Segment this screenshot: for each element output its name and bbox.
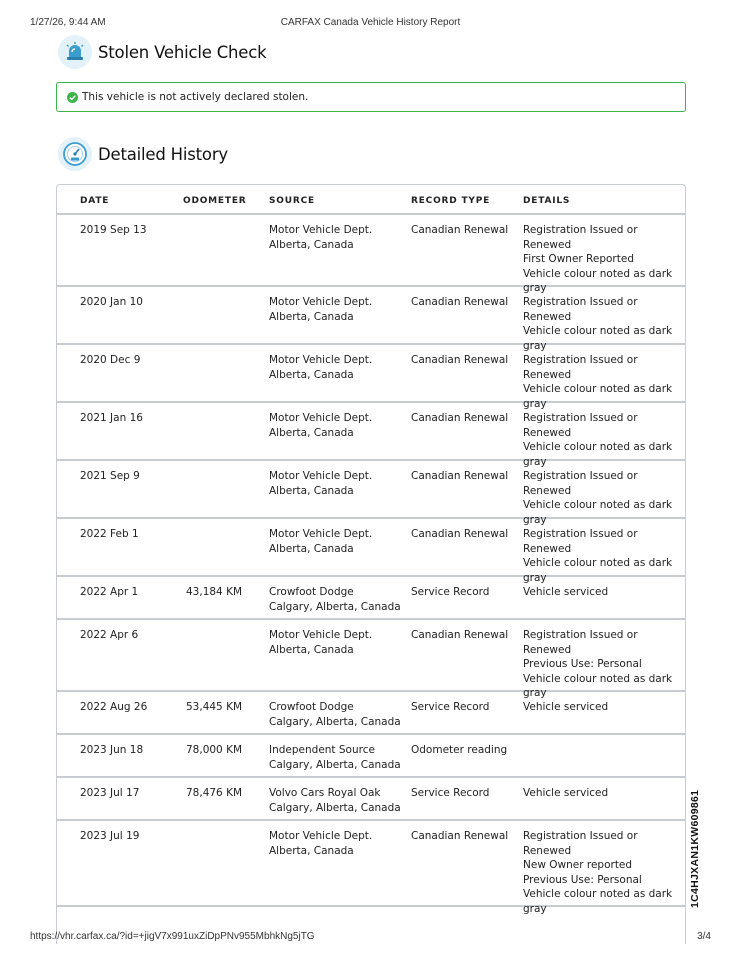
row-date: 2020 Jan 10	[80, 296, 143, 308]
row-source-line: Alberta, Canada	[269, 310, 354, 323]
row-details-line: Vehicle serviced	[523, 586, 609, 598]
row-date: 2023 Jun 18	[80, 744, 144, 756]
row-details-line: Registration Issued or Renewed	[523, 412, 638, 439]
row-details-line: gray	[523, 455, 547, 468]
column-header-date: DATE	[80, 196, 110, 206]
history-row	[57, 519, 685, 584]
history-table-header	[57, 185, 685, 215]
row-source	[269, 353, 372, 382]
history-row	[57, 778, 685, 821]
row-details-line: gray	[523, 339, 547, 352]
row-details-line: Registration Issued or Renewed	[523, 354, 638, 381]
row-odometer: 53,445 KM	[186, 701, 243, 713]
row-date: 2022 Apr 1	[80, 586, 139, 598]
row-source-line: Alberta, Canada	[269, 484, 354, 497]
row-source-line: Alberta, Canada	[269, 643, 354, 656]
row-source-line: Independent Source	[269, 744, 375, 756]
row-source-line: Motor Vehicle Dept.	[269, 830, 373, 842]
stolen-status-message: This vehicle is not actively declared stolen.	[82, 91, 309, 103]
column-header-details: DETAILS	[523, 196, 571, 206]
row-source-line: Alberta, Canada	[269, 542, 354, 555]
row-source	[269, 469, 372, 498]
row-details-line: Vehicle colour noted as dark	[523, 888, 673, 901]
history-row	[57, 692, 685, 735]
row-source-line: Crowfoot Dodge	[269, 586, 354, 598]
row-source	[269, 628, 372, 657]
row-source-line: Volvo Cars Royal Oak	[269, 787, 381, 799]
row-details-line: gray	[523, 513, 547, 526]
row-source-line: Alberta, Canada	[269, 368, 354, 381]
print-title: CARFAX Canada Vehicle History Report	[280, 17, 461, 28]
history-row	[57, 215, 685, 295]
row-date: 2020 Dec 9	[80, 354, 141, 366]
vin-label: 1C4HJXAN1KW609861	[689, 789, 701, 908]
row-source-line: Alberta, Canada	[269, 426, 354, 439]
row-details-line: Registration Issued or Renewed	[523, 296, 638, 323]
print-footer	[30, 931, 711, 945]
row-source-line: Motor Vehicle Dept.	[269, 224, 373, 236]
row-source-line: Motor Vehicle Dept.	[269, 629, 373, 641]
row-record-type: Canadian Renewal	[411, 830, 509, 842]
history-row	[57, 577, 685, 620]
history-row	[57, 735, 685, 778]
history-row	[57, 403, 685, 468]
history-table-body	[57, 215, 685, 915]
row-details-line: Vehicle serviced	[523, 787, 609, 799]
row-record-type: Canadian Renewal	[411, 470, 509, 482]
row-source	[269, 295, 372, 324]
row-date: 2022 Apr 6	[80, 629, 139, 641]
stolen-status-box	[56, 82, 686, 112]
row-source-line: Motor Vehicle Dept.	[269, 412, 373, 424]
row-record-type: Canadian Renewal	[411, 296, 509, 308]
row-details-line: Vehicle colour noted as dark	[523, 383, 673, 396]
row-record-type: Canadian Renewal	[411, 528, 509, 540]
row-details-line: gray	[523, 571, 547, 584]
row-details-line: gray	[523, 282, 547, 295]
print-url: https://vhr.carfax.ca/?id=+jigV7x991uxZiDpPNv955MbhkNg5jTG	[30, 931, 315, 942]
history-section-title: Detailed History	[98, 144, 228, 164]
row-details-line: Previous Use: Personal	[523, 873, 642, 886]
column-header-record-type: RECORD TYPE	[411, 196, 491, 206]
row-source-line: Alberta, Canada	[269, 238, 354, 251]
row-source	[269, 411, 372, 440]
stolen-section-title: Stolen Vehicle Check	[98, 42, 267, 62]
row-record-type: Service Record	[411, 586, 490, 598]
history-row	[57, 345, 685, 410]
row-record-type: Service Record	[411, 701, 490, 713]
row-source	[269, 527, 372, 556]
row-details-line: Vehicle serviced	[523, 701, 609, 713]
row-date: 2023 Jul 17	[80, 787, 140, 799]
row-details-line: Vehicle colour noted as dark	[523, 325, 673, 338]
row-source-line: Motor Vehicle Dept.	[269, 354, 373, 366]
print-datetime: 1/27/26, 9:44 AM	[30, 17, 106, 28]
history-row	[57, 821, 685, 915]
history-row	[57, 620, 685, 700]
row-source-line: Alberta, Canada	[269, 844, 354, 857]
check-circle-icon	[67, 92, 78, 103]
row-source	[269, 585, 401, 614]
row-record-type: Service Record	[411, 787, 490, 799]
row-details	[523, 585, 683, 600]
row-odometer: 78,476 KM	[186, 787, 243, 799]
row-details-line: Registration Issued or Renewed	[523, 470, 638, 497]
row-details	[523, 223, 683, 296]
row-details-line: Vehicle colour noted as dark	[523, 672, 673, 685]
row-details-line: Vehicle colour noted as dark	[523, 557, 673, 570]
row-details-line: New Owner reported	[523, 859, 633, 872]
row-details-line: Registration Issued or Renewed	[523, 629, 638, 656]
row-record-type: Canadian Renewal	[411, 224, 509, 236]
row-details	[523, 700, 683, 715]
row-source-line: Calgary, Alberta, Canada	[269, 801, 401, 814]
row-details-line: gray	[523, 687, 547, 700]
row-date: 2021 Sep 9	[80, 470, 140, 482]
row-date: 2021 Jan 16	[80, 412, 143, 424]
row-record-type: Odometer reading	[411, 744, 508, 756]
column-header-source: SOURCE	[269, 196, 315, 206]
row-details-line: gray	[523, 902, 547, 915]
row-date: 2022 Feb 1	[80, 528, 139, 540]
column-header-odometer: ODOMETER	[183, 196, 247, 206]
row-source	[269, 829, 372, 858]
stolen-section-header	[58, 35, 267, 69]
row-source-line: Calgary, Alberta, Canada	[269, 758, 401, 771]
row-details-line: Registration Issued or Renewed	[523, 224, 638, 251]
history-row	[57, 287, 685, 352]
row-source-line: Motor Vehicle Dept.	[269, 528, 373, 540]
row-source	[269, 743, 401, 772]
row-details-line: Registration Issued or Renewed	[523, 830, 638, 857]
row-details	[523, 628, 683, 701]
row-record-type: Canadian Renewal	[411, 629, 509, 641]
siren-icon	[58, 35, 92, 69]
row-details-line: Vehicle colour noted as dark	[523, 441, 673, 454]
row-details	[523, 829, 683, 917]
row-date: 2023 Jul 19	[80, 830, 140, 842]
row-date: 2019 Sep 13	[80, 224, 147, 236]
row-source	[269, 700, 401, 729]
row-details	[523, 786, 683, 801]
row-date: 2022 Aug 26	[80, 701, 148, 713]
row-odometer: 43,184 KM	[186, 586, 243, 598]
row-source-line: Motor Vehicle Dept.	[269, 470, 373, 482]
row-details-line: Registration Issued or Renewed	[523, 528, 638, 555]
history-table	[56, 184, 686, 944]
row-record-type: Canadian Renewal	[411, 354, 509, 366]
row-source	[269, 223, 372, 252]
row-source	[269, 786, 401, 815]
row-details-line: First Owner Reported	[523, 253, 634, 266]
row-details-line: gray	[523, 397, 547, 410]
print-header	[30, 17, 711, 31]
row-source-line: Calgary, Alberta, Canada	[269, 715, 401, 728]
row-record-type: Canadian Renewal	[411, 412, 509, 424]
row-source-line: Calgary, Alberta, Canada	[269, 600, 401, 613]
row-odometer: 78,000 KM	[186, 744, 243, 756]
row-details-line: Vehicle colour noted as dark	[523, 267, 673, 280]
row-source-line: Crowfoot Dodge	[269, 701, 354, 713]
row-source-line: Motor Vehicle Dept.	[269, 296, 373, 308]
history-section-header	[58, 137, 228, 171]
odometer-gauge-icon	[58, 137, 92, 171]
history-row	[57, 461, 685, 526]
row-details-line: Vehicle colour noted as dark	[523, 499, 673, 512]
print-page-number: 3/4	[697, 931, 711, 942]
row-details-line: Previous Use: Personal	[523, 658, 642, 671]
